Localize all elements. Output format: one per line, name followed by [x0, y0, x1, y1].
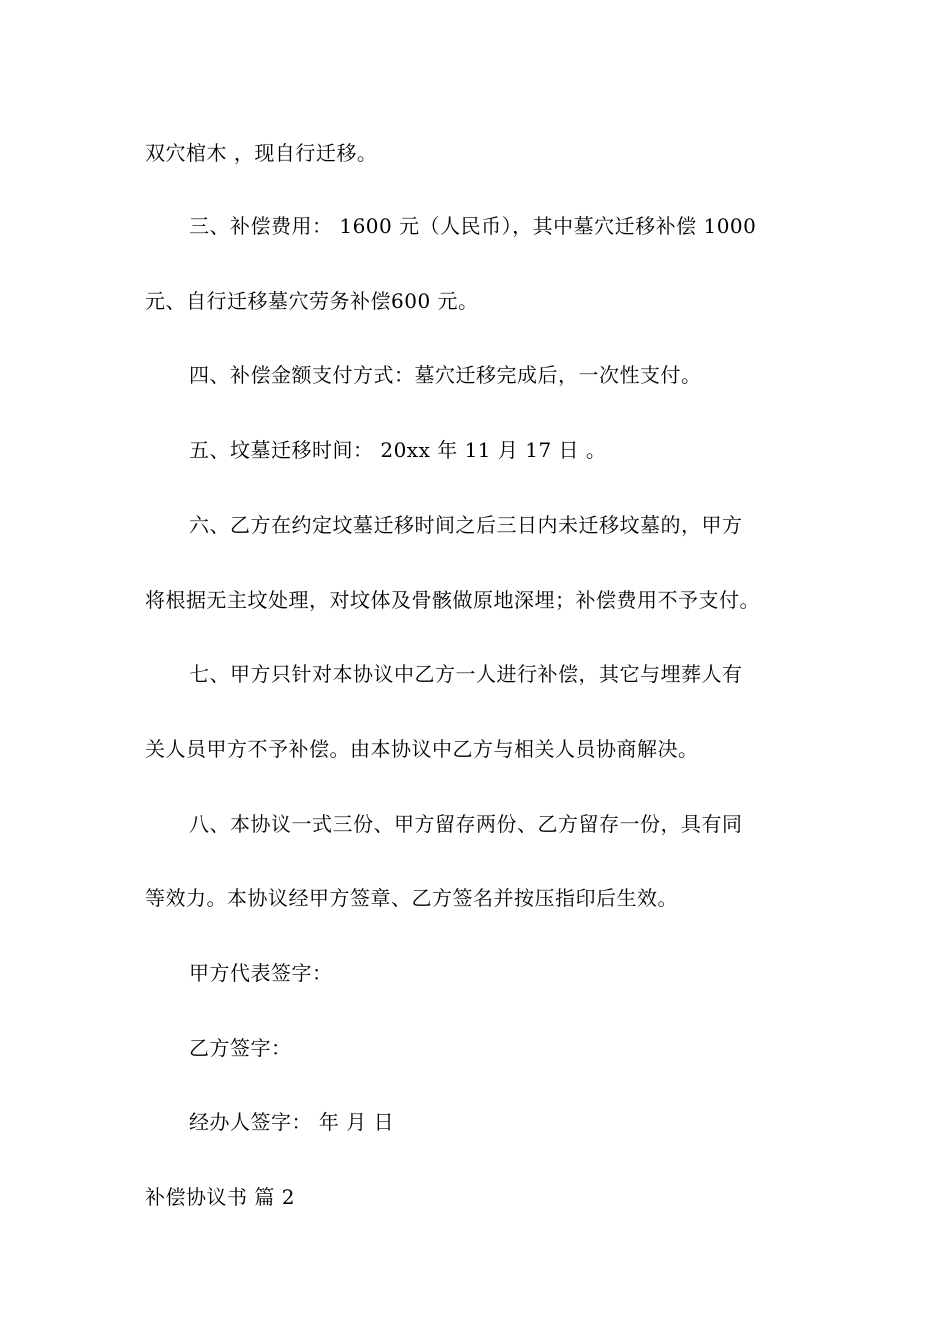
clause-6-line-2: 将根据无主坟处理，对坟体及骨骸做原地深埋；补偿费用不予支付。 — [145, 588, 760, 612]
section-heading: 补偿协议书 篇 2 — [145, 1185, 295, 1209]
handler-signature-label: 经办人签字： 年 月 日 — [189, 1110, 395, 1134]
party-b-signature-label: 乙方签字： — [189, 1036, 292, 1060]
clause-7-line-1: 七、甲方只针对本协议中乙方一人进行补偿，其它与埋葬人有 — [189, 662, 743, 686]
clause-3-line-1: 三、补偿费用： 1600 元（人民币），其中墓穴迁移补偿 1000 — [189, 214, 757, 238]
clause-4: 四、补偿金额支付方式：墓穴迁移完成后，一次性支付。 — [189, 363, 702, 387]
text-line-1: 双穴棺木 ，现自行迁移。 — [145, 141, 378, 165]
clause-3-line-2: 元、自行迁移墓穴劳务补偿600 元。 — [145, 289, 479, 313]
clause-8-line-1: 八、本协议一式三份、甲方留存两份、乙方留存一份，具有同 — [189, 812, 743, 836]
clause-6-line-1: 六、乙方在约定坟墓迁移时间之后三日内未迁移坟墓的，甲方 — [189, 513, 743, 537]
clause-7-line-2: 关人员甲方不予补偿。由本协议中乙方与相关人员协商解决。 — [145, 737, 699, 761]
clause-5: 五、坟墓迁移时间： 20xx 年 11 月 17 日 。 — [189, 438, 607, 462]
clause-8-line-2: 等效力。本协议经甲方签章、乙方签名并按压指印后生效。 — [145, 886, 678, 910]
party-a-signature-label: 甲方代表签字： — [189, 961, 333, 985]
